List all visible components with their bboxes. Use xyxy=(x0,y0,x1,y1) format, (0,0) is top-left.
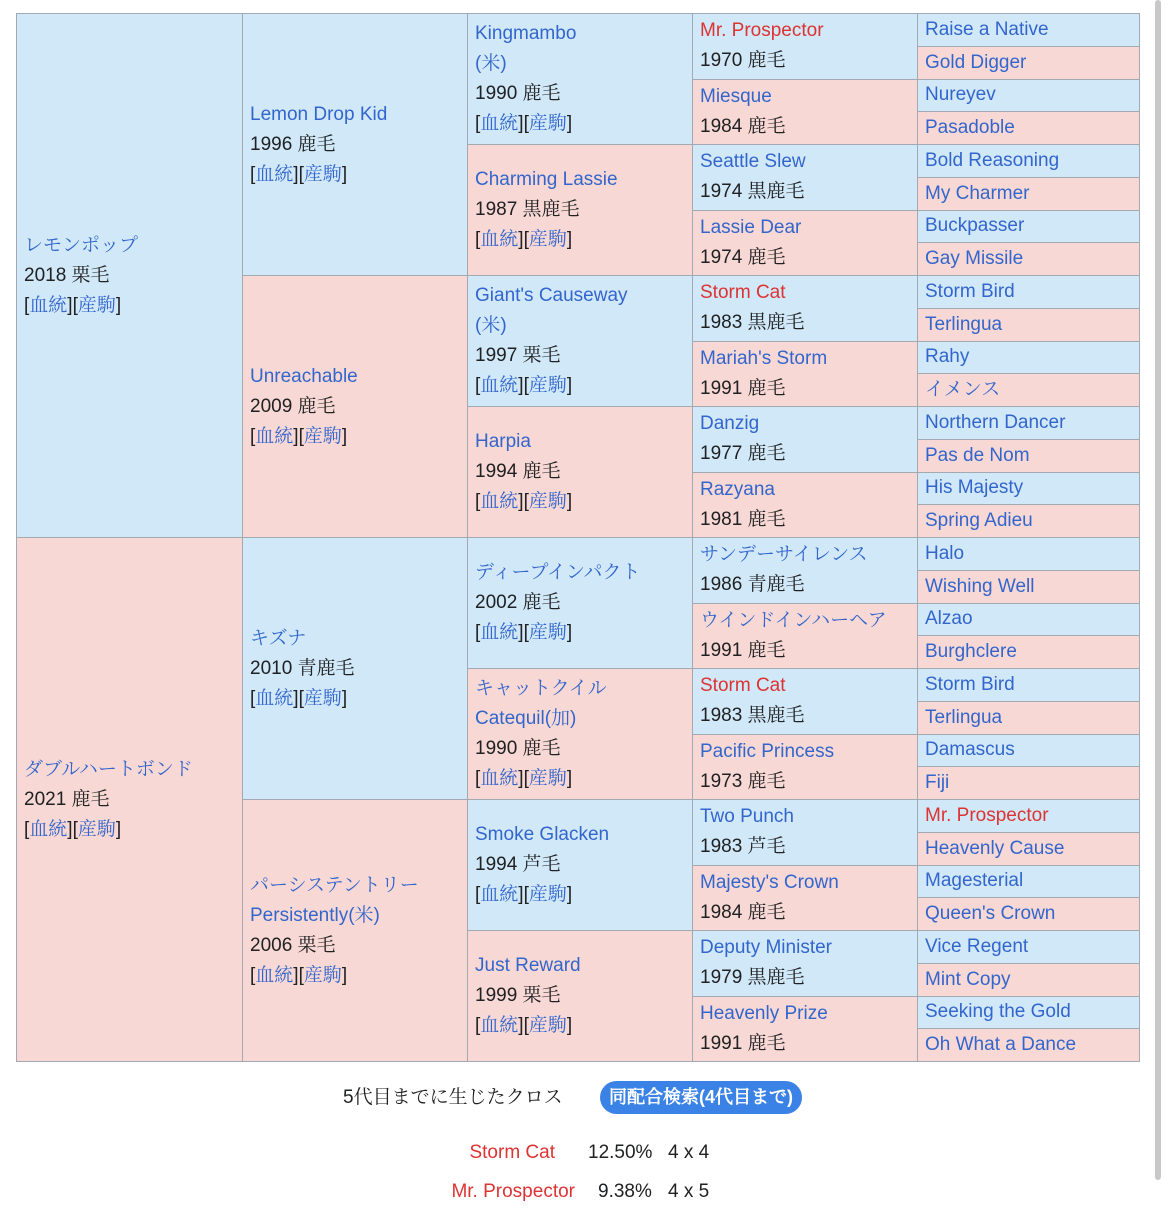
horse-birth-color: 1973 鹿毛 xyxy=(700,770,786,792)
horse-name-link[interactable]: Seeking the Gold xyxy=(925,1001,1071,1023)
bracket: ][ xyxy=(293,163,304,185)
pedigree-cell-gen5 xyxy=(918,898,1139,930)
pedigree-cell-gen3 xyxy=(468,407,692,537)
pedigree-cell-gen5 xyxy=(918,964,1139,996)
horse-name-link[interactable]: Giant's Causeway xyxy=(475,285,628,306)
database-links xyxy=(250,422,460,452)
horse-name-link[interactable]: Damascus xyxy=(925,739,1015,761)
offspring-link[interactable]: 産駒 xyxy=(303,425,342,447)
bracket: [ xyxy=(24,294,30,316)
horse-birth-color: 1997 栗毛 xyxy=(475,345,561,366)
horse-birth-color: 1991 鹿毛 xyxy=(700,639,786,661)
database-links xyxy=(475,880,685,910)
pedigree-cell-gen5 xyxy=(918,767,1139,799)
horse-birth-color: 1986 青鹿毛 xyxy=(700,574,805,596)
horse-birth-color: 1981 鹿毛 xyxy=(700,508,786,530)
horse-name-secondary-link[interactable]: (米) xyxy=(475,315,507,336)
bracket: ] xyxy=(341,964,348,986)
horse-name-link[interactable]: Storm Cat xyxy=(700,675,786,697)
horse-name-secondary-link[interactable]: (米) xyxy=(475,53,507,74)
pedigree-cell-gen5 xyxy=(918,211,1139,243)
bracket: ] xyxy=(566,884,573,905)
pedigree-cell-gen4 xyxy=(693,538,917,603)
database-links xyxy=(475,225,685,255)
offspring-link[interactable]: 産駒 xyxy=(303,687,342,709)
cross-horse-link[interactable]: Mr. Prospector xyxy=(451,1181,575,1202)
pedigree-cell-gen4 xyxy=(693,276,917,341)
database-links xyxy=(475,487,685,517)
database-links xyxy=(475,1011,685,1041)
horse-name-link[interactable]: Magesterial xyxy=(925,870,1024,892)
database-links xyxy=(24,291,235,321)
horse-name-link[interactable]: Buckpasser xyxy=(925,215,1025,237)
horse-name-link[interactable]: Mr. Prospector xyxy=(925,804,1049,826)
bracket: [ xyxy=(250,163,256,185)
horse-birth-color: 1970 鹿毛 xyxy=(700,50,786,72)
horse-name-link[interactable]: Heavenly Cause xyxy=(925,837,1065,859)
pedigree-cell-gen4 xyxy=(693,604,917,669)
bracket: ] xyxy=(566,375,573,396)
horse-name-link[interactable]: Storm Cat xyxy=(700,282,786,304)
pedigree-cell-gen5 xyxy=(918,538,1139,570)
bracket: [ xyxy=(475,229,481,250)
bracket: [ xyxy=(250,964,256,986)
horse-name-link[interactable]: Harpia xyxy=(475,431,531,452)
horse-birth-color: 2006 栗毛 xyxy=(250,934,336,956)
database-links xyxy=(475,109,685,139)
pedigree-cell-gen5 xyxy=(918,342,1139,374)
lineage-link[interactable]: 血統 xyxy=(255,964,294,986)
horse-name-link[interactable]: Majesty's Crown xyxy=(700,871,839,893)
horse-name-link[interactable]: Mr. Prospector xyxy=(700,20,824,42)
offspring-link[interactable]: 産駒 xyxy=(303,163,342,185)
pedigree-cell-gen5 xyxy=(918,80,1139,112)
horse-name-link[interactable]: キャットクイル xyxy=(475,678,607,699)
lineage-link[interactable]: 血統 xyxy=(480,768,519,789)
horse-name-link[interactable]: Burghclere xyxy=(925,641,1017,663)
offspring-link[interactable]: 産駒 xyxy=(77,818,116,840)
horse-name-link[interactable]: Northern Dancer xyxy=(925,411,1066,433)
database-links xyxy=(475,618,685,648)
horse-birth-color: 2002 鹿毛 xyxy=(475,592,561,613)
bracket: [ xyxy=(475,491,481,512)
vertical-scrollbar[interactable] xyxy=(1155,0,1161,1180)
horse-birth-color: 1979 黒鹿毛 xyxy=(700,967,805,989)
horse-birth-color: 1990 鹿毛 xyxy=(475,738,561,759)
bracket: ] xyxy=(341,687,348,709)
horse-name-link[interactable]: Terlingua xyxy=(925,706,1003,728)
horse-name-link[interactable]: サンデーサイレンス xyxy=(700,544,868,566)
horse-birth-color: 2018 栗毛 xyxy=(24,264,110,286)
pedigree-cell-gen5 xyxy=(918,309,1139,341)
horse-name-link[interactable]: Oh What a Dance xyxy=(925,1034,1077,1056)
offspring-link[interactable]: 産駒 xyxy=(528,768,567,789)
pedigree-cell-gen5 xyxy=(918,669,1139,701)
pedigree-cell-gen5 xyxy=(918,571,1139,603)
horse-birth-color: 2010 青鹿毛 xyxy=(250,657,355,679)
lineage-link[interactable]: 血統 xyxy=(480,622,519,643)
horse-birth-color: 1983 黒鹿毛 xyxy=(700,312,805,334)
bracket: ][ xyxy=(518,622,529,643)
bracket: ][ xyxy=(518,768,529,789)
bracket: ] xyxy=(566,768,573,789)
lineage-link[interactable]: 血統 xyxy=(480,229,519,250)
horse-name-link[interactable]: Raise a Native xyxy=(925,18,1049,40)
horse-name-link[interactable]: Halo xyxy=(925,542,965,564)
pedigree-cell-gen1 xyxy=(17,538,242,1061)
pedigree-cell-gen5 xyxy=(918,112,1139,144)
pedigree-cell-gen5 xyxy=(918,800,1139,832)
pedigree-cell-gen4 xyxy=(693,931,917,996)
database-links xyxy=(24,815,235,845)
horse-name-link[interactable]: Nureyev xyxy=(925,84,996,106)
horse-birth-color: 1977 鹿毛 xyxy=(700,443,786,465)
pedigree-cell-gen4 xyxy=(693,14,917,79)
pedigree-cell-gen4 xyxy=(693,735,917,800)
horse-name-link[interactable]: Wishing Well xyxy=(925,575,1035,597)
horse-name-link[interactable]: Gold Digger xyxy=(925,51,1027,73)
horse-name-link[interactable]: Just Reward xyxy=(475,955,581,976)
pedigree-cell-gen5 xyxy=(918,473,1139,505)
pedigree-cell-gen4 xyxy=(693,800,917,865)
pedigree-cell-gen5 xyxy=(918,997,1139,1029)
horse-name-link[interactable]: Charming Lassie xyxy=(475,169,618,190)
offspring-link[interactable]: 産駒 xyxy=(528,884,567,905)
horse-name-link[interactable]: Terlingua xyxy=(925,313,1003,335)
horse-birth-color: 1974 鹿毛 xyxy=(700,246,786,268)
horse-name-link[interactable]: Alzao xyxy=(925,608,973,630)
bracket: ][ xyxy=(518,375,529,396)
horse-name-link[interactable]: Bold Reasoning xyxy=(925,149,1060,171)
horse-name-link[interactable]: Kingmambo xyxy=(475,23,577,44)
horse-name-link[interactable]: ダブルハートボンド xyxy=(24,758,193,780)
pedigree-table xyxy=(16,13,1140,1062)
pedigree-cell-gen5 xyxy=(918,243,1139,275)
pedigree-cell-gen5 xyxy=(918,407,1139,439)
pedigree-cell-gen4 xyxy=(693,473,917,538)
pedigree-cell-gen2 xyxy=(243,14,467,275)
cross-generations: 4 x 4 xyxy=(668,1142,710,1163)
horse-name-link[interactable]: Vice Regent xyxy=(925,935,1029,957)
bracket: ] xyxy=(115,818,122,840)
horse-name-link[interactable]: Razyana xyxy=(700,478,775,500)
pedigree-cell-gen4 xyxy=(693,145,917,210)
cross-horse-link[interactable]: Storm Cat xyxy=(469,1142,555,1163)
horse-name-link[interactable]: イメンス xyxy=(925,379,1001,401)
cross-row xyxy=(0,1180,1170,1206)
horse-name-link[interactable]: Miesque xyxy=(700,85,772,107)
horse-name-link[interactable]: Storm Bird xyxy=(925,280,1015,302)
horse-name-link[interactable]: Pacific Princess xyxy=(700,740,835,762)
offspring-link[interactable]: 産駒 xyxy=(528,622,567,643)
bracket: [ xyxy=(475,375,481,396)
bracket: ] xyxy=(566,1015,573,1036)
horse-birth-color: 1984 鹿毛 xyxy=(700,901,786,923)
lineage-link[interactable]: 血統 xyxy=(480,491,519,512)
horse-name-secondary-link[interactable]: Persistently(米) xyxy=(250,904,380,926)
pedigree-cell-gen1 xyxy=(17,14,242,537)
pedigree-cell-gen5 xyxy=(918,178,1139,210)
bracket: [ xyxy=(475,113,481,134)
pedigree-cell-gen4 xyxy=(693,669,917,734)
pedigree-cell-gen3 xyxy=(468,14,692,144)
bracket: ] xyxy=(566,491,573,512)
horse-birth-color: 1996 鹿毛 xyxy=(250,133,336,155)
bracket: ][ xyxy=(518,1015,529,1036)
horse-birth-color: 1990 鹿毛 xyxy=(475,83,561,104)
horse-name-link[interactable]: Pasadoble xyxy=(925,117,1015,139)
horse-name-link[interactable]: Deputy Minister xyxy=(700,937,832,959)
cross-title: 5代目までに生じたクロス xyxy=(343,1087,563,1108)
horse-birth-color: 1994 鹿毛 xyxy=(475,461,561,482)
horse-name-link[interactable]: Two Punch xyxy=(700,806,794,828)
horse-name-secondary-link[interactable]: Catequil(加) xyxy=(475,708,577,729)
horse-birth-color: 2021 鹿毛 xyxy=(24,788,110,810)
cross-percent: 12.50% xyxy=(588,1142,653,1163)
horse-birth-color: 1991 鹿毛 xyxy=(700,1032,786,1054)
pedigree-cell-gen2 xyxy=(243,276,467,537)
database-links xyxy=(250,961,460,991)
horse-name-link[interactable]: Unreachable xyxy=(250,365,358,387)
bracket: [ xyxy=(475,884,481,905)
bracket: [ xyxy=(24,818,30,840)
pedigree-cell-gen5 xyxy=(918,735,1139,767)
pedigree-cell-gen2 xyxy=(243,538,467,799)
bracket: ] xyxy=(341,163,348,185)
lineage-link[interactable]: 血統 xyxy=(255,425,294,447)
pedigree-cell-gen4 xyxy=(693,211,917,276)
bracket: ][ xyxy=(293,687,304,709)
lineage-link[interactable]: 血統 xyxy=(255,687,294,709)
pedigree-cell-gen3 xyxy=(468,538,692,668)
offspring-link[interactable]: 産駒 xyxy=(528,491,567,512)
pedigree-cell-gen3 xyxy=(468,931,692,1061)
pedigree-cell-gen3 xyxy=(468,800,692,930)
offspring-link[interactable]: 産駒 xyxy=(77,294,116,316)
pedigree-cell-gen5 xyxy=(918,276,1139,308)
horse-name-link[interactable]: Smoke Glacken xyxy=(475,824,610,845)
pedigree-cell-gen4 xyxy=(693,866,917,931)
bracket: [ xyxy=(250,425,256,447)
lineage-link[interactable]: 血統 xyxy=(480,113,519,134)
bracket: ] xyxy=(566,622,573,643)
pedigree-cell-gen5 xyxy=(918,145,1139,177)
offspring-link[interactable]: 産駒 xyxy=(303,964,342,986)
bracket: ] xyxy=(115,294,122,316)
pedigree-cell-gen5 xyxy=(918,931,1139,963)
cross-generations: 4 x 5 xyxy=(668,1181,710,1202)
bracket: [ xyxy=(475,622,481,643)
pedigree-cell-gen5 xyxy=(918,374,1139,406)
horse-name-link[interactable]: ディープインパクト xyxy=(475,562,641,583)
pedigree-cell-gen5 xyxy=(918,604,1139,636)
bracket: ][ xyxy=(67,294,78,316)
database-links xyxy=(250,684,460,714)
offspring-link[interactable]: 産駒 xyxy=(528,229,567,250)
horse-birth-color: 1983 芦毛 xyxy=(700,836,786,858)
database-links xyxy=(475,371,685,401)
horse-name-link[interactable]: My Charmer xyxy=(925,182,1030,204)
lineage-link[interactable]: 血統 xyxy=(480,884,519,905)
lineage-link[interactable]: 血統 xyxy=(29,294,68,316)
horse-birth-color: 1987 黒鹿毛 xyxy=(475,199,580,220)
horse-name-link[interactable]: Danzig xyxy=(700,413,760,435)
horse-name-link[interactable]: キズナ xyxy=(250,627,307,649)
bracket: ][ xyxy=(293,964,304,986)
horse-birth-color: 1999 栗毛 xyxy=(475,985,561,1006)
horse-name-link[interactable]: His Majesty xyxy=(925,477,1024,499)
bracket: ][ xyxy=(518,491,529,512)
pedigree-cell-gen3 xyxy=(468,669,692,799)
bracket: [ xyxy=(250,687,256,709)
horse-name-link[interactable]: Mint Copy xyxy=(925,968,1011,990)
pedigree-cell-gen5 xyxy=(918,47,1139,79)
horse-name-link[interactable]: Mariah's Storm xyxy=(700,347,828,369)
horse-name-link[interactable]: Storm Bird xyxy=(925,673,1015,695)
pedigree-cell-gen5 xyxy=(918,636,1139,668)
offspring-link[interactable]: 産駒 xyxy=(528,113,567,134)
lineage-link[interactable]: 血統 xyxy=(480,375,519,396)
cross-section xyxy=(0,1078,1170,1219)
lineage-link[interactable]: 血統 xyxy=(480,1015,519,1036)
pedigree-cell-gen3 xyxy=(468,145,692,275)
bracket: [ xyxy=(475,768,481,789)
pedigree-cell-gen5 xyxy=(918,505,1139,537)
horse-birth-color: 1974 黒鹿毛 xyxy=(700,181,805,203)
pedigree-cell-gen5 xyxy=(918,14,1139,46)
cross-row xyxy=(0,1141,1170,1167)
same-breeding-search-button[interactable]: 同配合検索(4代目まで) xyxy=(600,1081,802,1114)
bracket: ][ xyxy=(293,425,304,447)
bracket: ] xyxy=(566,229,573,250)
offspring-link[interactable]: 産駒 xyxy=(528,1015,567,1036)
lineage-link[interactable]: 血統 xyxy=(255,163,294,185)
lineage-link[interactable]: 血統 xyxy=(29,818,68,840)
horse-name-link[interactable]: Lassie Dear xyxy=(700,216,802,238)
pedigree-cell-gen5 xyxy=(918,702,1139,734)
database-links xyxy=(250,160,460,190)
bracket: ][ xyxy=(67,818,78,840)
horse-birth-color: 1984 鹿毛 xyxy=(700,115,786,137)
horse-name-link[interactable]: Fiji xyxy=(925,772,950,794)
horse-name-link[interactable]: Lemon Drop Kid xyxy=(250,103,388,125)
offspring-link[interactable]: 産駒 xyxy=(528,375,567,396)
horse-name-link[interactable]: パーシステントリー xyxy=(250,874,419,896)
horse-name-link[interactable]: レモンポップ xyxy=(24,234,139,256)
horse-name-link[interactable]: Gay Missile xyxy=(925,248,1024,270)
pedigree-cell-gen5 xyxy=(918,440,1139,472)
pedigree-cell-gen4 xyxy=(693,80,917,145)
bracket: ] xyxy=(566,113,573,134)
bracket: [ xyxy=(475,1015,481,1036)
horse-name-link[interactable]: Pas de Nom xyxy=(925,444,1030,466)
pedigree-cell-gen4 xyxy=(693,342,917,407)
horse-name-link[interactable]: Heavenly Prize xyxy=(700,1002,828,1024)
horse-birth-color: 2009 鹿毛 xyxy=(250,395,336,417)
bracket: ][ xyxy=(518,884,529,905)
pedigree-cell-gen4 xyxy=(693,997,917,1062)
horse-name-link[interactable]: Seattle Slew xyxy=(700,151,806,173)
pedigree-cell-gen4 xyxy=(693,407,917,472)
horse-name-link[interactable]: Rahy xyxy=(925,346,970,368)
horse-birth-color: 1994 芦毛 xyxy=(475,854,561,875)
pedigree-cell-gen5 xyxy=(918,833,1139,865)
bracket: ] xyxy=(341,425,348,447)
pedigree-cell-gen3 xyxy=(468,276,692,406)
pedigree-cell-gen2 xyxy=(243,800,467,1061)
pedigree-cell-gen5 xyxy=(918,1029,1139,1061)
cross-percent: 9.38% xyxy=(598,1181,652,1202)
bracket: ][ xyxy=(518,229,529,250)
horse-birth-color: 1991 鹿毛 xyxy=(700,377,786,399)
horse-name-link[interactable]: Queen's Crown xyxy=(925,903,1056,925)
bracket: ][ xyxy=(518,113,529,134)
pedigree-cell-gen5 xyxy=(918,866,1139,898)
horse-birth-color: 1983 黒鹿毛 xyxy=(700,705,805,727)
horse-name-link[interactable]: ウインドインハーヘア xyxy=(700,609,887,631)
database-links xyxy=(475,764,685,794)
horse-name-link[interactable]: Spring Adieu xyxy=(925,510,1033,532)
